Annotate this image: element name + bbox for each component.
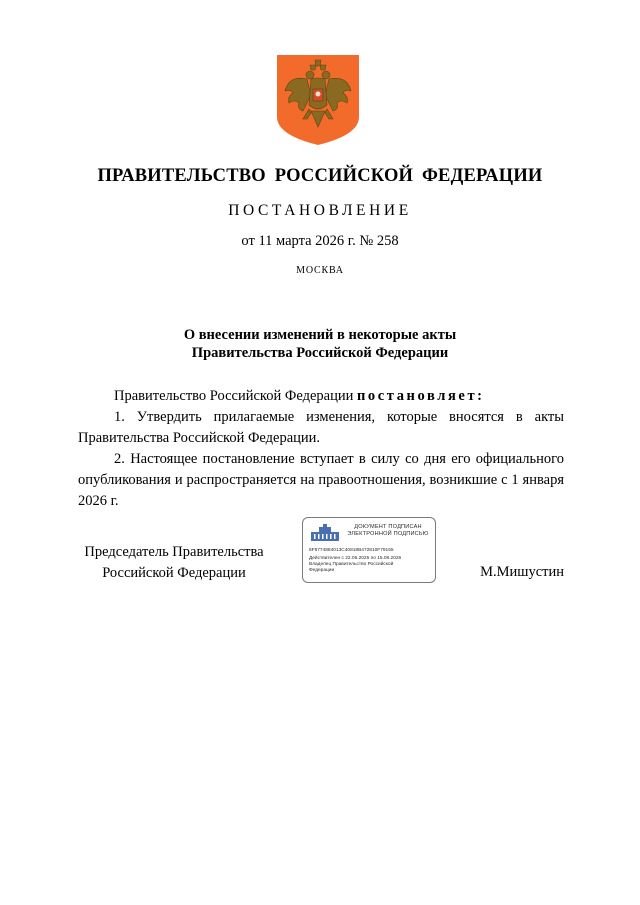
decree-item-1: 1. Утвердить прилагаемые изменения, которые вносятся в акты Правительства Российской Федерации. bbox=[78, 409, 564, 446]
document-city: МОСКВА bbox=[296, 265, 344, 276]
decree-word: постановляет: bbox=[356, 388, 485, 404]
position-line-1: Председатель Правительства bbox=[84, 544, 264, 560]
subject-line-1: О внесении изменений в некоторые акты bbox=[183, 327, 457, 343]
document-body bbox=[78, 386, 564, 512]
government-building-icon bbox=[309, 524, 341, 542]
electronic-signature-stamp bbox=[302, 517, 436, 583]
signatory-position bbox=[74, 542, 274, 584]
stamp-header-line-2: ЭЛЕКТРОННОЙ ПОДПИСЬЮ bbox=[347, 531, 429, 537]
decree-item-2: 2. Настоящее постановление вступает в силу со дня его официального опубликования и распространяется на правоотношения, возникшие с 1 января 2026 г. bbox=[78, 451, 564, 509]
signatory-name: М.Мишустин bbox=[480, 564, 564, 580]
coat-of-arms-icon bbox=[277, 55, 359, 145]
government-title: ПРАВИТЕЛЬСТВО РОССИЙСКОЙ ФЕДЕРАЦИИ bbox=[97, 166, 543, 186]
stamp-certificate: 6F6774884013C40818B472810F79155 bbox=[309, 548, 394, 553]
document-subject bbox=[0, 326, 640, 362]
stamp-header bbox=[343, 524, 433, 538]
subject-line-2: Правительства Российской Федерации bbox=[191, 345, 449, 361]
stamp-owner-line-2: Федерации bbox=[309, 568, 335, 573]
stamp-owner-line-1: Владелец Правительство Российской bbox=[309, 562, 394, 567]
stamp-header-line-1: ДОКУМЕНТ ПОДПИСАН bbox=[354, 524, 422, 530]
document-date-number: от 11 марта 2026 г. № 258 bbox=[241, 233, 399, 249]
stamp-validity: Действителен с 22.05.2025 по 15.08.2026 bbox=[309, 556, 402, 561]
decree-intro bbox=[78, 386, 564, 407]
intro-text: Правительство Российской Федерации bbox=[114, 388, 357, 404]
document-type: ПОСТАНОВЛЕНИЕ bbox=[228, 202, 412, 219]
position-line-2: Российской Федерации bbox=[102, 565, 246, 581]
